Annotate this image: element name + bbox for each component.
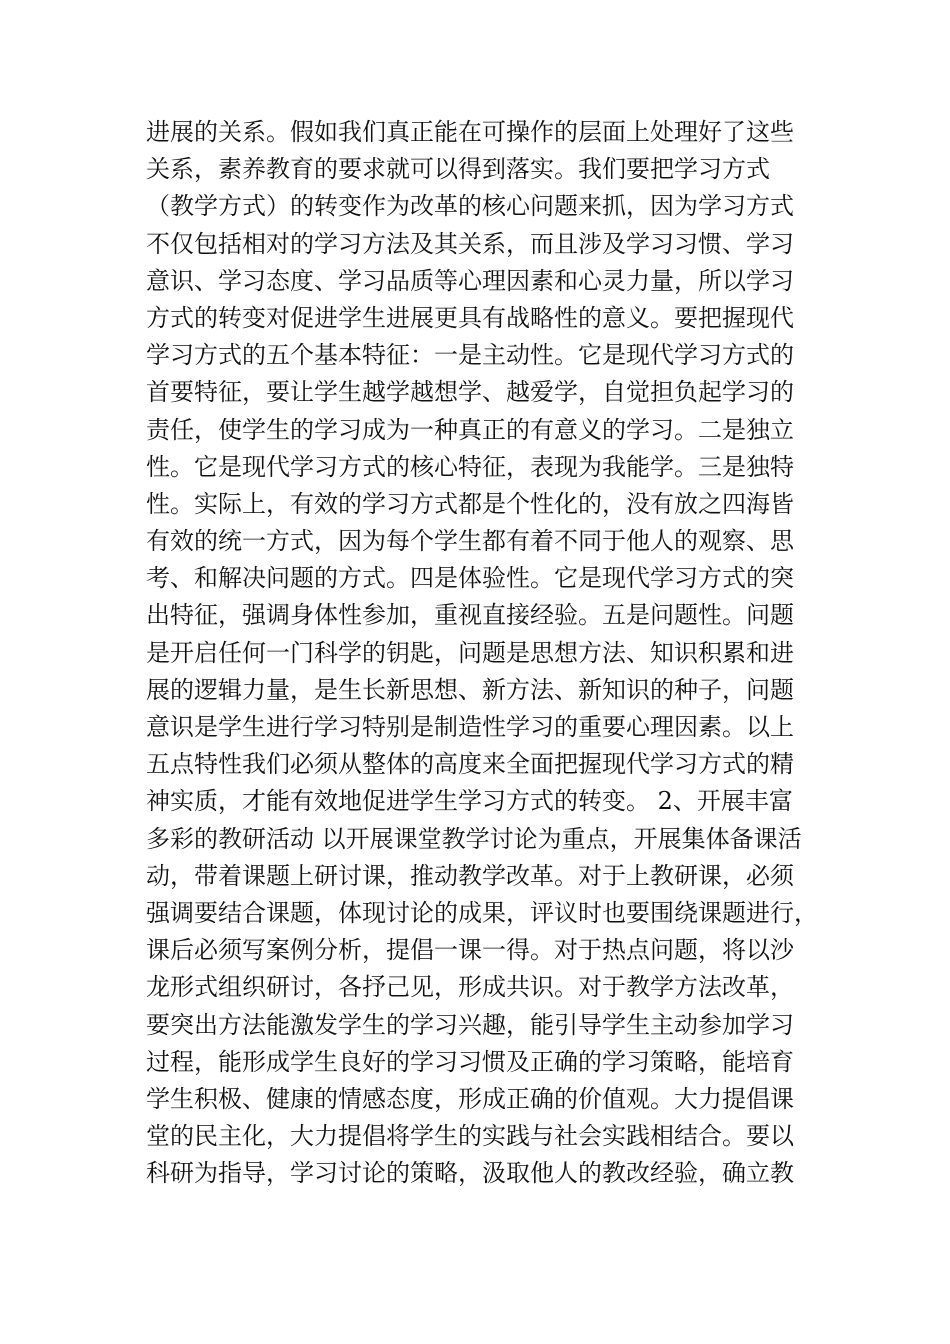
text-line: 科研为指导，学习讨论的策略，汲取他人的教改经验，确立教	[146, 1159, 794, 1188]
text-line: 方式的转变对促进学生进展更具有战略性的意义。要把握现代	[146, 303, 794, 332]
text-line: 过程，能形成学生良好的学习习惯及正确的学习策略，能培育	[146, 1047, 794, 1076]
text-line: 是开启任何一门科学的钥匙，问题是思想方法、知识积累和进	[146, 638, 794, 667]
text-line: 性。实际上，有效的学习方式都是个性化的，没有放之四海皆	[146, 489, 794, 518]
text-line: 龙形式组织研讨，各抒己见，形成共识。对于教学方法改革，	[146, 973, 794, 1002]
text-line: 展的逻辑力量，是生长新思想、新方法、新知识的种子，问题	[146, 675, 794, 704]
text-line: （教学方式）的转变作为改革的核心问题来抓，因为学习方式	[146, 192, 794, 221]
text-line: 课后必须写案例分析，提倡一课一得。对于热点问题，将以沙	[146, 936, 794, 965]
text-line: 五点特性我们必须从整体的高度来全面把握现代学习方式的精	[146, 750, 794, 779]
text-line: 性。它是现代学习方式的核心特征，表现为我能学。三是独特	[146, 452, 794, 481]
text-line: 学生积极、健康的情感态度，形成正确的价值观。大力提倡课	[146, 1084, 794, 1113]
text-line: 责任，使学生的学习成为一种真正的有意义的学习。二是独立	[146, 415, 794, 444]
text-line: 堂的民主化，大力提倡将学生的实践与社会实践相结合。要以	[146, 1122, 794, 1151]
text-line: 出特征，强调身体性参加，重视直接经验。五是问题性。问题	[146, 601, 794, 630]
text-line: 学习方式的五个基本特征：一是主动性。它是现代学习方式的	[146, 341, 794, 370]
text-line: 不仅包括相对的学习方法及其关系，而且涉及学习习惯、学习	[146, 229, 794, 258]
text-line: 多彩的教研活动 以开展课堂教学讨论为重点，开展集体备课活	[146, 824, 802, 853]
body-text	[146, 114, 818, 1192]
text-line: 要突出方法能激发学生的学习兴趣，能引导学生主动参加学习	[146, 1010, 794, 1039]
text-line: 强调要结合课题，体现讨论的成果，评议时也要围绕课题进行，	[146, 898, 818, 927]
text-line: 关系，素养教育的要求就可以得到落实。我们要把学习方式	[146, 155, 770, 184]
text-line: 意识、学习态度、学习品质等心理因素和心灵力量，所以学习	[146, 266, 794, 295]
text-line: 首要特征，要让学生越学越想学、越爱学，自觉担负起学习的	[146, 378, 794, 407]
text-line: 有效的统一方式，因为每个学生都有着不同于他人的观察、思	[146, 527, 794, 556]
text-line: 意识是学生进行学习特别是制造性学习的重要心理因素。以上	[146, 713, 794, 741]
text-line: 动，带着课题上研讨课，推动教学改革。对于上教研课，必须	[146, 861, 794, 890]
text-line: 考、和解决问题的方式。四是体验性。它是现代学习方式的突	[146, 564, 794, 593]
text-line: 进展的关系。假如我们真正能在可操作的层面上处理好了这些	[146, 118, 794, 146]
text-line: 神实质，才能有效地促进学生学习方式的转变。 2、开展丰富	[146, 787, 793, 816]
